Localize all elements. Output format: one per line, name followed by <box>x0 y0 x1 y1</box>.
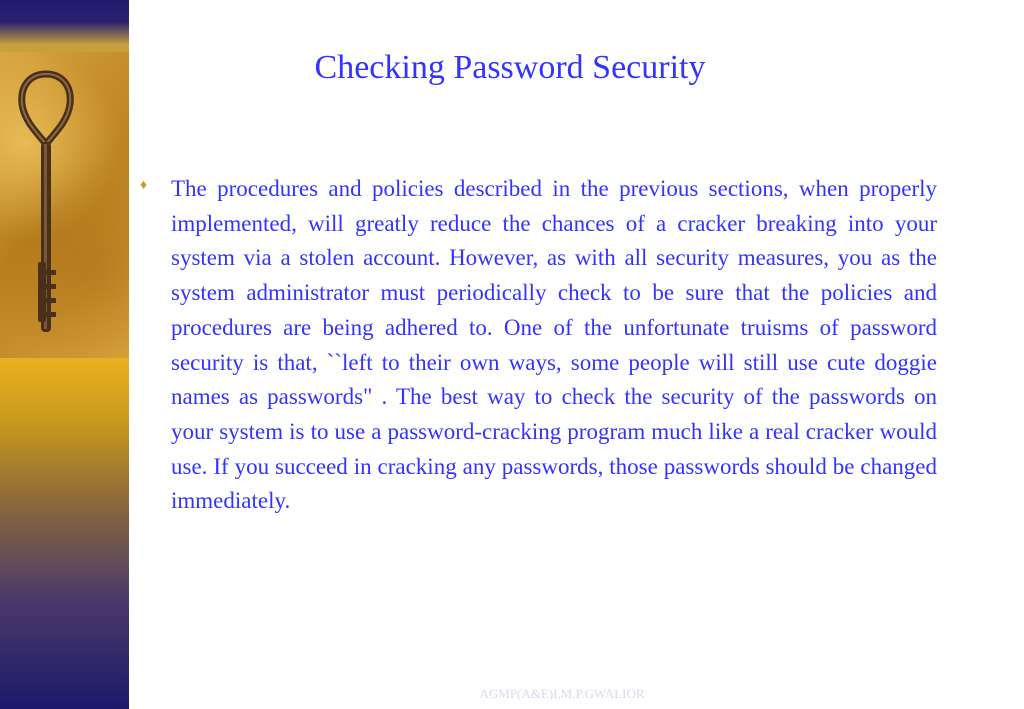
old-key-icon <box>0 52 129 358</box>
sidebar-decoration <box>0 0 129 709</box>
footer-text: AGMP(A&E)I,M.P.GWALIOR <box>479 686 645 701</box>
slide-title: Checking Password Security <box>314 49 706 86</box>
diamond-bullet-icon: ♦ <box>140 178 148 193</box>
key-photo <box>0 52 129 358</box>
bullet-text: The procedures and policies described in the previous sections, when properly implemented, will greatly reduce the chances of a cracker breaking into your system via a stolen account. However, as with all security measures, you as the system administrator must periodically check to be sure that the policies and procedures are being adhered to. One of the unfortunate truisms of password security is that, ``left to their own ways, some people will still use cute doggie names as passwords" . The best way to check the security of the passwords on your system is to use a password-cracking program much like a real cracker would use. If you succeed in cracking any passwords, those passwords should be changed immediately. <box>171 176 937 514</box>
